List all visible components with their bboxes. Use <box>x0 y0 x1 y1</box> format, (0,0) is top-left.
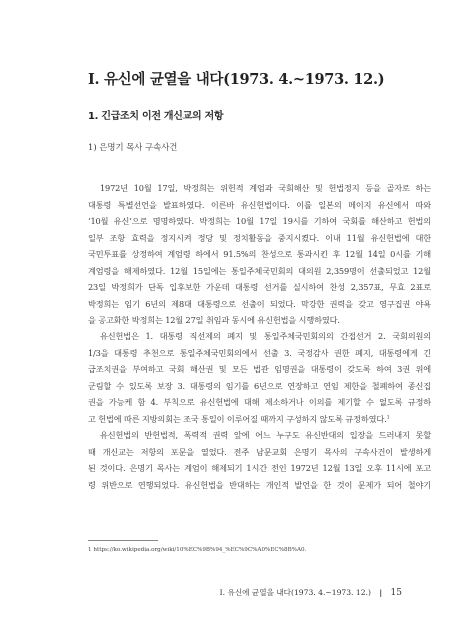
footnote-number: 1 <box>88 547 92 553</box>
text-line: 대통령 특별선언을 발표하였다. 이른바 유신헌법이다. 이를 일본의 메이지 유신에서 따와 <box>88 199 431 210</box>
text-line: 1972년 10월 17일, 박정희는 위헌적 계엄과 국회해산 및 헌법정지 등을 골자로 하는 <box>100 183 431 193</box>
chapter-title: I. 유신에 균열을 내다(1973. 4.~1973. 12.) <box>88 71 385 88</box>
text-line: 계엄령을 해제하였다. 12월 15일에는 통일주체국민회의 대의원 2,359명이 선출되었고 12월 <box>88 265 431 276</box>
text-line: 일부 조항 효력을 정지시켜 정당 및 정치활동을 중지시켰다. 이내 11월 유신헌법에 대한 <box>88 232 431 243</box>
paragraph-3 <box>88 427 431 493</box>
text-line: 급조치권을 부여하고 국회 해산권 및 모든 법관 임명권을 대통령이 갖도록 하여 3권 위에 <box>88 364 431 374</box>
paragraph-2 <box>88 328 431 427</box>
running-head-separator: | <box>379 588 383 597</box>
text-line: 유신헌법의 반헌법적, 폭력적 권력 앞에 어느 누구도 유신반대의 입장을 드러내지 못할 <box>100 430 431 440</box>
text-line: 된 것이다. 은명기 목사는 계엄이 해제되기 1시간 전인 1972년 12월 13일 오후 11시에 포고 <box>88 463 431 473</box>
text-line: 23일 박정희가 단독 입후보한 가운데 대통령 선거를 실시하여 찬성 2,357표, 무효 2표로 <box>88 282 431 292</box>
footnote-divider <box>88 540 158 541</box>
text-line: 군림할 수 있도록 보장 3. 대통령의 임기를 6년으로 연장하고 연임 제한을 철폐하여 종신집 <box>88 380 431 391</box>
text-line <box>88 411 431 428</box>
text-line: 때 개신교는 저항의 포문을 열었다. 전주 남문교회 은명기 목사의 구속사건이 발생하게 <box>88 446 431 457</box>
text-line: 유신헌법은 1. 대통령 직선제의 폐지 및 통일주체국민회의의 간접선거 2. 국회의원의 <box>100 331 431 341</box>
running-head-title: I. 유신에 균열을 내다(1973. 4.~1973. 12.) <box>219 588 371 597</box>
text-line: 권을 가능케 함 4. 부칙으로 유신헌법에 대해 제소하거나 이의를 제기할 수 없도록 규정하 <box>88 397 431 407</box>
footnote-link[interactable]: https://ko.wikipedia.org/wiki/10%EC%9B%94_%EC%9C%A0%EC%8B%A0. <box>93 547 307 553</box>
footnote-marker[interactable]: 1 <box>386 413 390 420</box>
page-number: 15 <box>390 588 402 598</box>
text-line-content: 고 헌법에 따른 지방의회는 조국 통일이 이루어질 때까지 구성하지 않도록 규정하였다. <box>88 413 387 424</box>
text-line: 국민투표를 상정하여 계엄령 하에서 91.5%의 찬성으로 통과시킨 후 12월 14일 0시를 기해 <box>88 249 431 259</box>
subsection-title: 1) 은명기 목사 구속사건 <box>88 142 178 152</box>
text-line: 을 공고화한 박정희는 12월 27일 취임과 동시에 유신헌법을 시행하였다. <box>88 315 340 325</box>
section-title: 1. 긴급조치 이전 개신교의 저항 <box>88 111 224 122</box>
footnote <box>88 547 306 553</box>
running-head <box>220 587 402 598</box>
text-line: 1/3을 대통령 추천으로 통일주체국민회의에서 선출 3. 국정감사 권한 폐지, 대통령에게 긴 <box>88 347 431 358</box>
text-line: ‘10월 유신’으로 명명하였다. 박정희는 10월 17일 19시를 기하여 국회를 해산하고 헌법의 <box>88 216 431 226</box>
paragraph-1 <box>88 180 431 329</box>
text-line: 박정희는 임기 6년의 제8대 대통령으로 선출이 되었다. 막강한 권력을 갖고 영구집권 야욕 <box>88 298 431 309</box>
text-line: 령 위반으로 연행되었다. 유신헌법을 반대하는 개인적 발언을 한 것이 문제가 되어 철야기 <box>88 479 431 490</box>
